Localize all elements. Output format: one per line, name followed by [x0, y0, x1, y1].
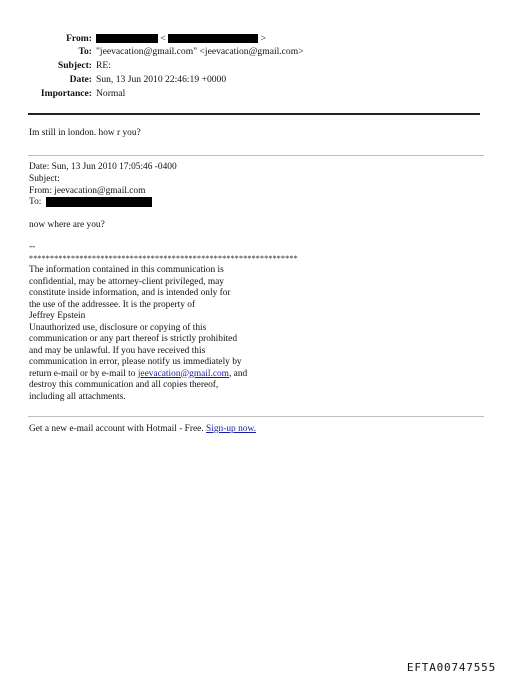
- email-link[interactable]: jeevacation@gmail.com: [137, 368, 229, 379]
- quoted-to-row: [29, 197, 152, 209]
- redacted-sender-name: [96, 34, 158, 43]
- from-label: From:: [66, 33, 92, 44]
- redacted-recipient: [46, 197, 152, 207]
- signup-link[interactable]: Sign-up now.: [206, 424, 256, 434]
- importance-label: Importance:: [40, 88, 92, 99]
- from-bracket-open: <: [160, 33, 166, 44]
- disclaimer-line-12: including all attachments.: [29, 391, 126, 402]
- disclaimer-line-10: [29, 369, 247, 381]
- disclaimer-line-3: constitute inside information, and is intended only for: [29, 288, 231, 298]
- bates-number: EFTA00747555: [406, 661, 496, 674]
- quoted-date: Date: Sun, 13 Jun 2010 17:05:46 -0400: [29, 162, 177, 172]
- signature-stars: ****************************************************************: [29, 254, 298, 263]
- disclaimer-line-2: confidential, may be attorney-client privileged, may: [29, 276, 224, 287]
- disclaimer-line-11: destroy this communication and all copies thereof,: [29, 380, 219, 390]
- quoted-body: now where are you?: [29, 220, 105, 230]
- disclaimer-line-5: Jeffrey Epstein: [29, 311, 86, 321]
- disclaimer-line-4: the use of the addressee. It is the property of: [29, 299, 196, 310]
- footer-divider: [28, 416, 484, 417]
- disclaimer-line-10-prefix: return e-mail or by e-mail to: [29, 368, 138, 379]
- disclaimer-line-6: Unauthorized use, disclosure or copying of this: [29, 322, 207, 333]
- disclaimer-line-1: The information contained in this communication is: [29, 265, 224, 275]
- from-bracket-close: >: [260, 33, 267, 44]
- quote-divider: [28, 155, 484, 156]
- quoted-to-label: To:: [29, 197, 42, 208]
- signature-dashes: --: [29, 242, 36, 252]
- quoted-subject: Subject:: [29, 174, 60, 184]
- disclaimer-line-9: communication in error, please notify us immediately by: [29, 357, 242, 367]
- disclaimer-line-10-suffix: , and: [228, 368, 248, 379]
- subject-label: Subject:: [57, 60, 92, 71]
- disclaimer-line-7: communication or any part thereof is strictly prohibited: [29, 334, 238, 344]
- hotmail-promo: [29, 424, 256, 436]
- redacted-sender-email: [168, 34, 258, 43]
- hotmail-promo-text: Get a new e-mail account with Hotmail - Free.: [29, 424, 207, 434]
- date-label: Date:: [69, 74, 92, 85]
- importance-value: Normal: [96, 88, 126, 99]
- quoted-from: From: jeevacation@gmail.com: [29, 186, 146, 196]
- to-value: "jeevacation@gmail.com" <jeevacation@gmail.com>: [96, 46, 304, 57]
- to-label: To:: [78, 46, 92, 57]
- reply-body: Im still in london. how r you?: [29, 128, 141, 138]
- disclaimer-line-8: and may be unlawful. If you have received this: [29, 345, 206, 356]
- header-divider: [28, 113, 480, 115]
- subject-value: RE:: [96, 60, 111, 71]
- date-value: Sun, 13 Jun 2010 22:46:19 +0000: [96, 74, 227, 85]
